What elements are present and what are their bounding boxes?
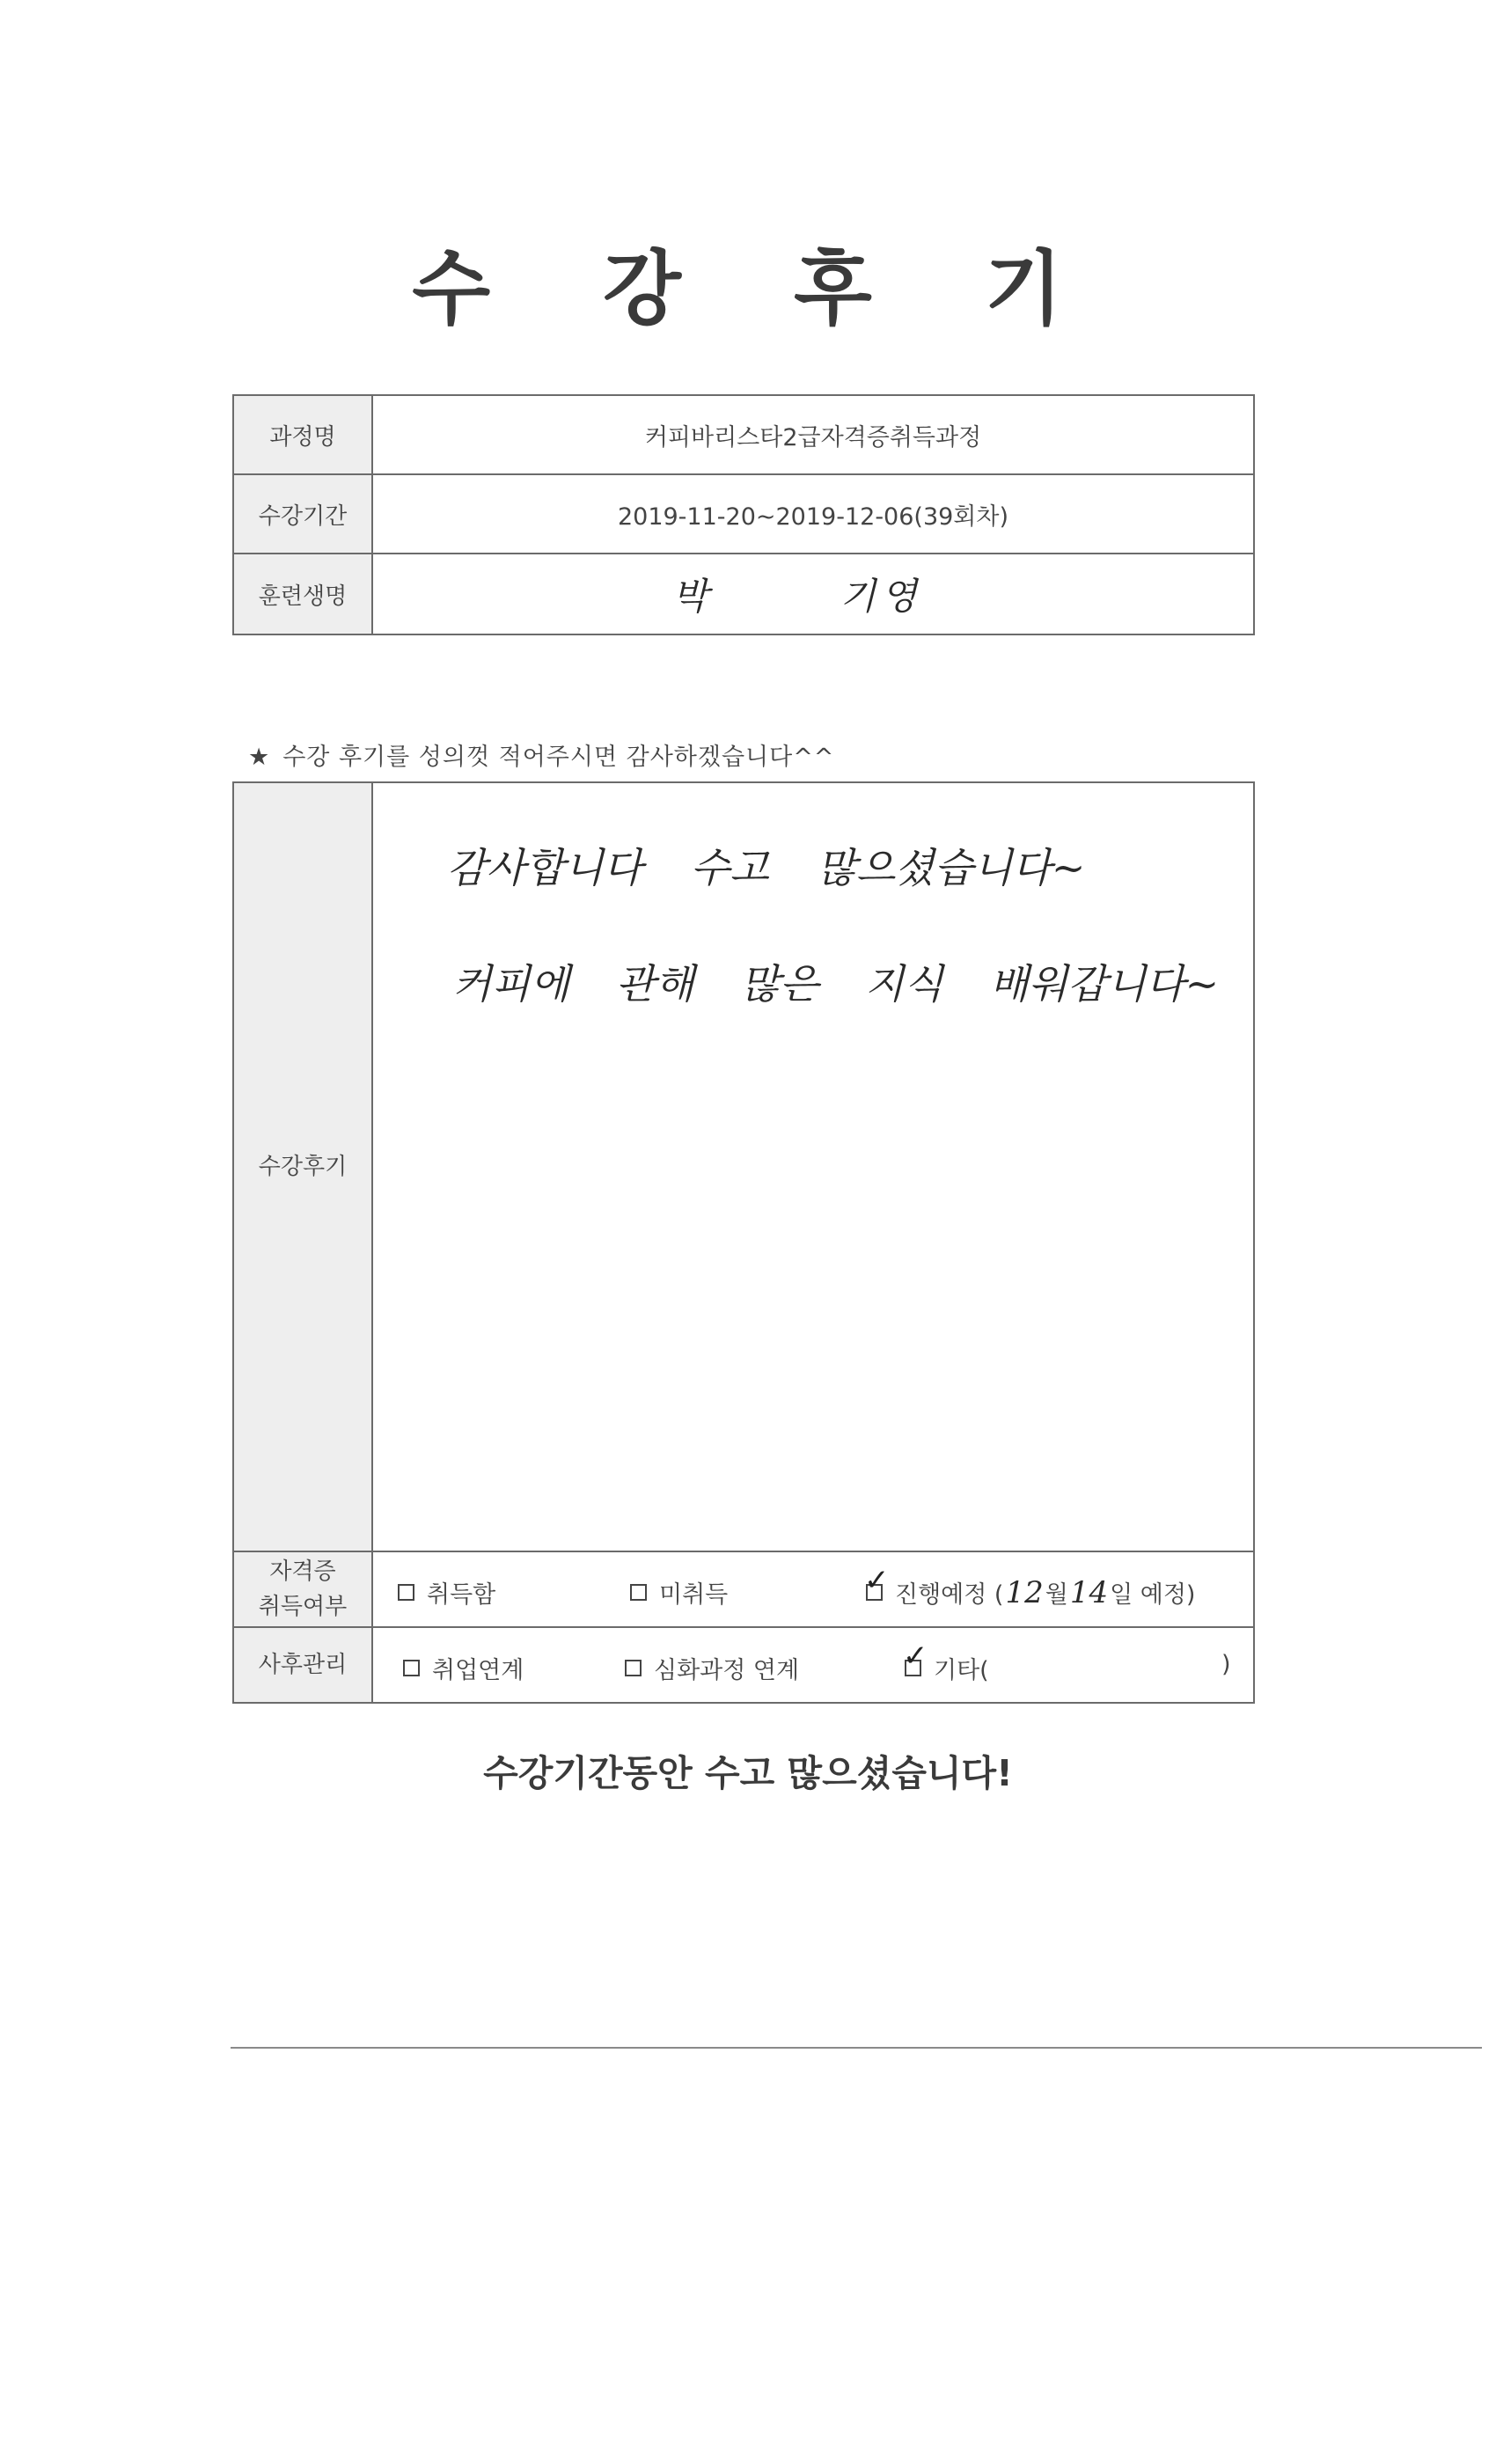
certification-label [233, 1551, 372, 1627]
star-icon: ★ [248, 744, 271, 771]
option-job-link[interactable] [403, 1651, 524, 1685]
course-value: 커피바리스타2급자격증취득과정 [372, 395, 1254, 474]
notice-text [248, 737, 834, 772]
check-mark-icon: ✓ [903, 1639, 928, 1674]
acquired-label: 취득함 [427, 1581, 496, 1609]
option-planned[interactable] [864, 1563, 1196, 1610]
planned-month: 12 [1005, 1575, 1044, 1610]
option-acquired[interactable] [398, 1575, 495, 1610]
bottom-divider [231, 2047, 1482, 2049]
planned-day: 14 [1069, 1575, 1109, 1610]
course-info-table [232, 394, 1255, 635]
trainee-given-name: 기영 [840, 575, 922, 618]
review-row [233, 782, 1254, 1551]
followup-label: 사후관리 [233, 1627, 372, 1703]
review-line-1: 감사합니다 수고 많으셨습니다~ [447, 844, 1086, 891]
period-value: 2019-11-20~2019-12-06(39회차) [372, 474, 1254, 554]
advanced-link-label: 심화과정 연계 [654, 1657, 800, 1684]
trainee-family-name: 박 [672, 575, 708, 618]
option-advanced-link[interactable] [625, 1651, 799, 1685]
planned-checkbox[interactable] [864, 1563, 890, 1601]
certification-label-line-1: 자격증 [269, 1558, 336, 1585]
certification-row [233, 1551, 1254, 1627]
option-other[interactable] [903, 1639, 989, 1685]
job-link-label: 취업연계 [432, 1657, 524, 1684]
followup-row [233, 1627, 1254, 1703]
month-unit: 월 [1045, 1581, 1068, 1609]
certification-options [372, 1551, 1254, 1627]
course-row [233, 395, 1254, 474]
trainee-name-field[interactable] [372, 554, 1254, 634]
trainee-label: 훈련생명 [233, 554, 372, 634]
check-mark-icon: ✓ [864, 1563, 890, 1598]
followup-options [372, 1627, 1254, 1703]
page-title: 수 강 후 기 [412, 242, 1105, 336]
period-row [233, 474, 1254, 554]
not-acquired-checkbox[interactable] [630, 1584, 647, 1601]
review-table [232, 781, 1255, 1704]
review-text-area[interactable] [372, 782, 1254, 1551]
notice-message: 수강 후기를 성의껏 적어주시면 감사하겠습니다^^ [282, 744, 835, 771]
review-label: 수강후기 [233, 782, 372, 1551]
period-label: 수강기간 [233, 474, 372, 554]
course-label: 과정명 [233, 395, 372, 474]
trainee-row [233, 554, 1254, 634]
closing-message: 수강기간동안 수고 많으셨습니다! [483, 1752, 1013, 1794]
review-line-2: 커피에 관해 많은 지식 배워갑니다~ [452, 960, 1220, 1008]
other-checkbox[interactable] [903, 1639, 928, 1676]
acquired-checkbox[interactable] [398, 1584, 414, 1601]
option-not-acquired[interactable] [630, 1575, 728, 1610]
other-label: 기타( [934, 1657, 989, 1684]
not-acquired-label: 미취득 [659, 1581, 729, 1609]
other-close-paren: ) [1221, 1651, 1231, 1678]
day-unit: 일 예정) [1110, 1581, 1196, 1609]
job-link-checkbox[interactable] [403, 1660, 420, 1676]
advanced-link-checkbox[interactable] [625, 1660, 642, 1676]
planned-label: 진행예정 ( [895, 1581, 1004, 1609]
certification-label-line-2: 취득여부 [258, 1594, 348, 1620]
